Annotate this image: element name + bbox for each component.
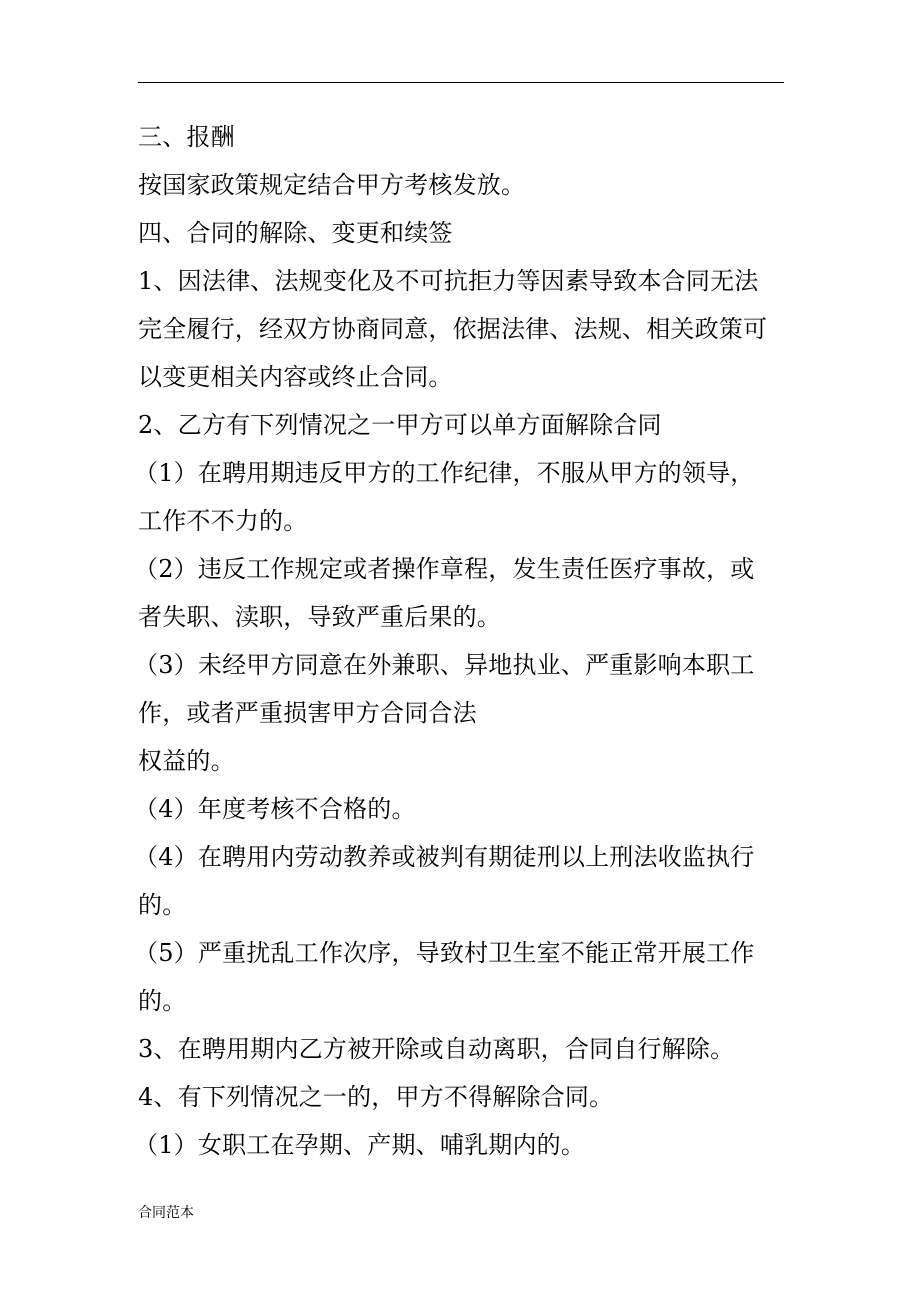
section-heading-termination: 四、合同的解除、变更和续签 (138, 219, 453, 247)
list-item-line: （4）年度考核不合格的。 (134, 795, 416, 823)
section-heading-remuneration: 三、报酬 (138, 123, 235, 151)
header-rule (138, 82, 784, 83)
paragraph-line: 按国家政策规定结合甲方考核发放。 (138, 171, 526, 199)
list-item-line: 作，或者严重损害甲方合同合法 (138, 699, 477, 727)
paragraph-line: 1、因法律、法规变化及不可抗拒力等因素导致本合同无法 (138, 267, 759, 295)
list-item-line: （1）女职工在孕期、产期、哺乳期内的。 (134, 1131, 586, 1159)
page-footer: 合同范本 (138, 1205, 194, 1221)
list-item-line: 工作不不力的。 (138, 507, 308, 535)
list-item-line: （5）严重扰乱工作次序，导致村卫生室不能正常开展工作 (134, 939, 755, 967)
list-item-line: （3）未经甲方同意在外兼职、异地执业、严重影响本职工 (134, 651, 755, 679)
list-item-line: 的。 (138, 987, 187, 1015)
document-body (134, 113, 798, 1169)
list-item-line: 者失职、渎职，导致严重后果的。 (138, 603, 501, 631)
paragraph-line: 完全履行，经双方协商同意，依据法律、法规、相关政策可 (138, 315, 768, 343)
list-item-line: 的。 (138, 891, 187, 919)
paragraph-line: 4、有下列情况之一的，甲方不得解除合同。 (138, 1083, 614, 1111)
paragraph-line: 以变更相关内容或终止合同。 (138, 363, 453, 391)
list-item-line: （1）在聘用期违反甲方的工作纪律，不服从甲方的领导， (134, 459, 755, 487)
list-item-line: 权益的。 (138, 747, 235, 775)
list-item-line: （2）违反工作规定或者操作章程，发生责任医疗事故，或 (134, 555, 755, 583)
paragraph-line: 2、乙方有下列情况之一甲方可以单方面解除合同 (138, 411, 662, 439)
list-item-line: （4）在聘用内劳动教养或被判有期徒刑以上刑法收监执行 (134, 843, 755, 871)
paragraph-line: 3、在聘用期内乙方被开除或自动离职，合同自行解除。 (138, 1035, 735, 1063)
